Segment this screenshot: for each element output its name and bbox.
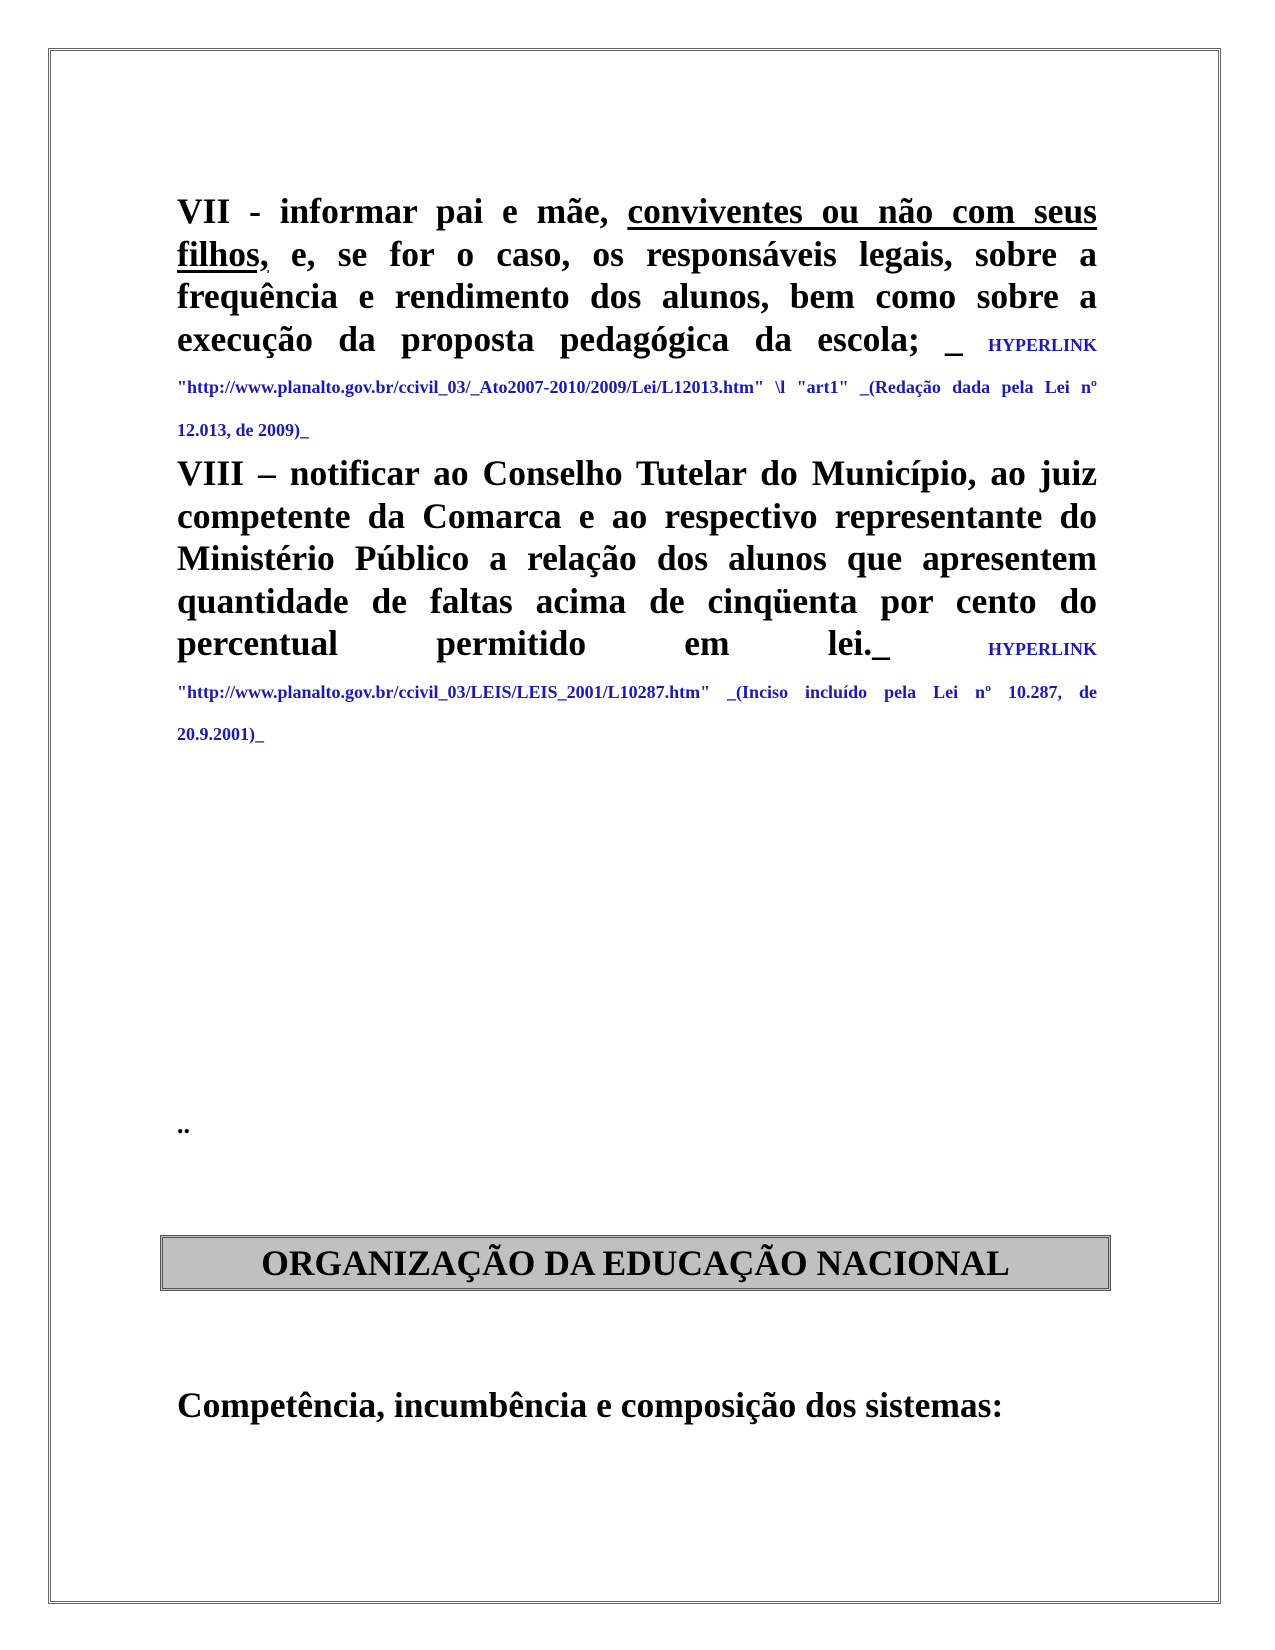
section-subtitle: Competência, incumbência e composição dos sistemas: — [177, 1385, 1004, 1425]
item-viii-hyperlink[interactable]: "http://www.planalto.gov.br/ccivil_03/LEIS/LEIS_2001/L10287.htm" _(Inciso incluído pela Lei nº 10.287, de 20.9.2001)_ — [177, 681, 1097, 744]
item-viii-hyperlink-keyword[interactable]: HYPERLINK — [987, 639, 1097, 659]
ellipsis-marker: .. — [177, 1110, 190, 1139]
item-vii-hyperlink-keyword[interactable]: HYPERLINK — [987, 334, 1097, 355]
item-vii-underlined: conviventes ou não com seus filhos, — [177, 191, 1098, 274]
section-banner-title: ORGANIZAÇÃO DA EDUCAÇÃO NACIONAL — [261, 1243, 1010, 1283]
item-vii-text: e, se for o caso, os responsáveis legais, sobre a frequência e rendimento dos alunos, bem como sobre a execução da proposta pedagógica da escola; _ — [177, 233, 1097, 359]
item-vii-hyperlink[interactable]: "http://www.planalto.gov.br/ccivil_03/_Ato2007-2010/2009/Lei/L12013.htm" \l "art1" _(Redação dada pela Lei nº 12.013, de 2009)_ — [177, 377, 1097, 440]
item-vii-paragraph — [177, 190, 1097, 445]
item-viii-text: VIII – notificar ao Conselho Tutelar do Município, ao juiz competente da Comarca e ao respectivo representante do Ministério Público a relação dos alunos que apresentem quantidade de faltas acima de cinqüenta por cento do percentual permitido em lei._ — [177, 453, 1097, 663]
item-viii-paragraph — [177, 452, 1097, 750]
item-vii-prefix: VII - informar pai e mãe, — [177, 191, 628, 231]
section-banner — [160, 1235, 1111, 1291]
